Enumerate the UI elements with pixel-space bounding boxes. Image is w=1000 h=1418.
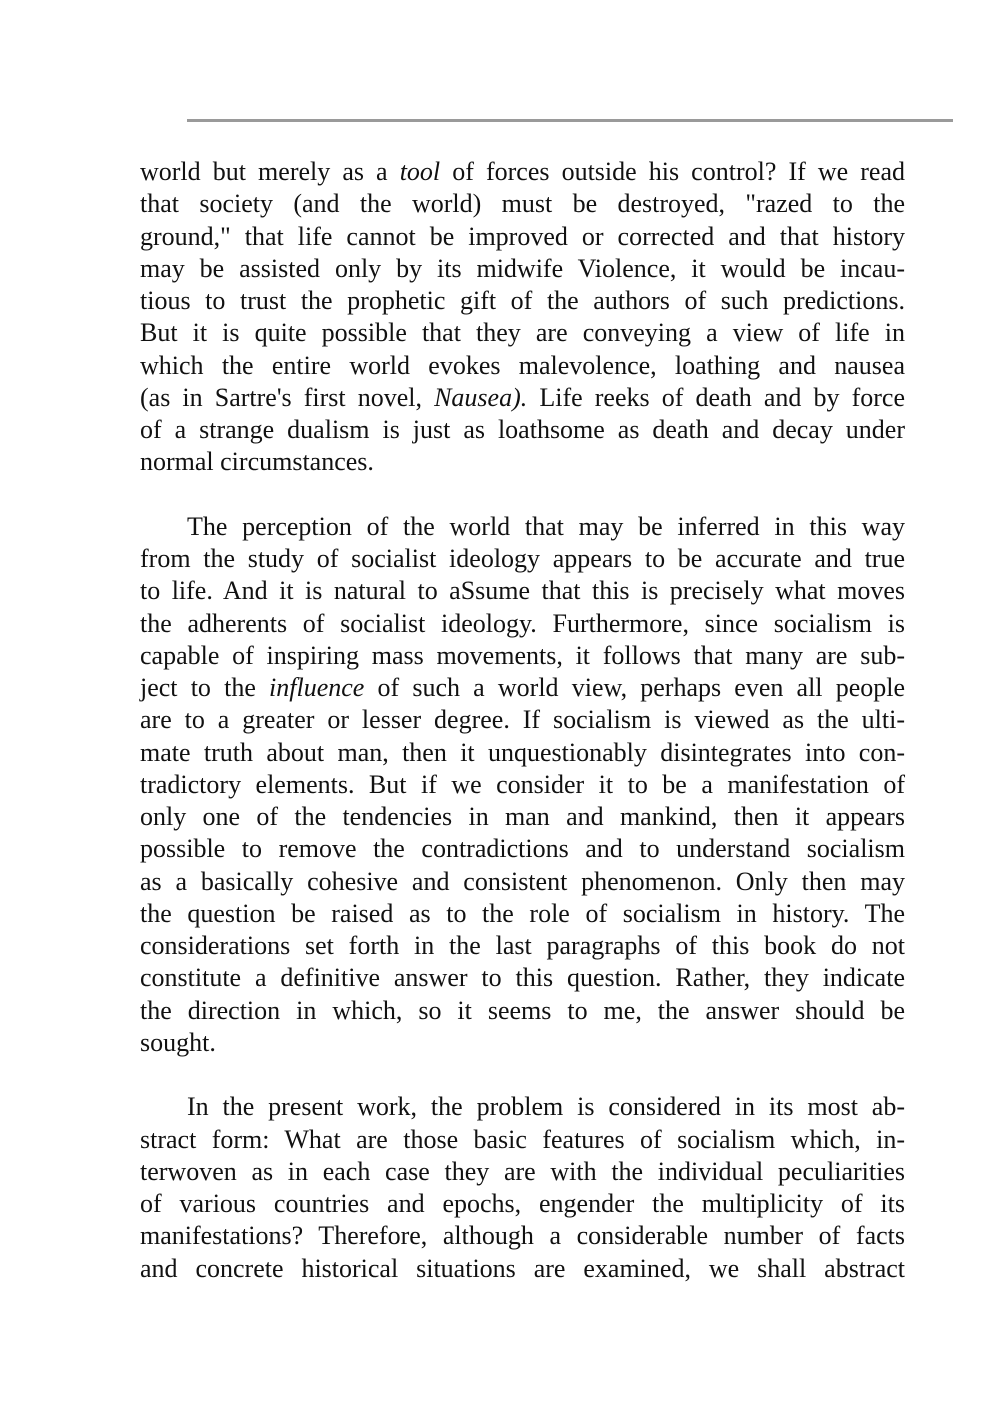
text-line	[140, 350, 905, 382]
text-line	[140, 704, 905, 736]
text-segment: ground," that life cannot be improved or corrected and that history	[140, 221, 905, 251]
text-line	[140, 285, 905, 317]
paragraph	[140, 511, 905, 1059]
text-line	[140, 156, 905, 188]
text-segment: normal circumstances.	[140, 447, 374, 477]
paragraph	[140, 1091, 905, 1285]
text-segment: (as in Sartre's first novel,	[140, 382, 435, 412]
text-line	[140, 1220, 905, 1252]
text-line	[140, 317, 905, 349]
text-line	[140, 543, 905, 575]
text-segment: of forces outside his control? If we read	[440, 157, 905, 186]
text-segment: terwoven as in each case they are with the individual peculiarities	[140, 1156, 905, 1186]
text-segment: may be assisted only by its midwife Violence, it would be incau-	[140, 253, 905, 283]
text-line	[140, 898, 905, 930]
text-segment: and concrete historical situations are examined, we shall abstract	[140, 1253, 905, 1283]
text-segment: to life. And it is natural to aSsume that this is precisely what moves	[140, 576, 905, 606]
text-line	[140, 221, 905, 253]
text-segment: But it is quite possible that they are conveying a view of life in	[140, 318, 905, 348]
text-segment: the question be raised as to the role of socialism in history. The	[140, 898, 905, 928]
text-segment: constitute a definitive answer to this question. Rather, they indicate	[140, 963, 905, 993]
text-segment: world but merely as a	[140, 157, 400, 186]
text-segment: which the entire world evokes malevolence, loathing and nausea	[140, 350, 905, 380]
text-segment: Life reeks of death and by force	[527, 382, 906, 412]
text-line	[140, 737, 905, 769]
text-segment: manifestations? Therefore, although a considerable number of facts	[140, 1221, 905, 1251]
text-line	[140, 446, 905, 478]
text-line	[140, 640, 905, 672]
text-segment: of various countries and epochs, engender the multiplicity of its	[140, 1189, 905, 1218]
text-segment: possible to remove the contradictions and to understand socialism	[140, 834, 905, 864]
italic-text: tool	[399, 157, 441, 186]
text-line	[140, 1253, 905, 1285]
text-line	[140, 801, 905, 833]
text-line	[140, 1188, 905, 1220]
text-segment: are to a greater or lesser degree. If socialism is viewed as the ulti-	[140, 705, 905, 735]
text-line	[140, 866, 905, 898]
text-segment: tious to trust the prophetic gift of the authors of such predictions.	[140, 286, 905, 315]
text-line	[140, 995, 905, 1027]
text-segment: from the study of socialist ideology appears to be accurate and true	[140, 544, 905, 573]
text-segment: tradictory elements. But if we consider it to be a manifestation of	[140, 769, 905, 799]
text-line	[140, 511, 905, 543]
text-line	[140, 1091, 905, 1123]
text-line	[140, 414, 905, 446]
italic-text: Nausea).	[434, 382, 528, 412]
text-segment: ject to the	[140, 673, 270, 702]
text-segment: the adherents of socialist ideology. Furthermore, since socialism is	[140, 608, 905, 638]
text-segment: sought.	[140, 1027, 216, 1057]
text-line	[140, 608, 905, 640]
text-segment: In the present work, the problem is considered in its most ab-	[187, 1092, 905, 1122]
text-segment: capable of inspiring mass movements, it follows that many are sub-	[140, 640, 905, 670]
text-line	[140, 672, 905, 704]
paragraph	[140, 156, 905, 479]
text-segment: The perception of the world that may be inferred in this way	[187, 511, 905, 541]
text-segment: that society (and the world) must be destroyed, "razed to the	[140, 189, 905, 219]
text-segment: only one of the tendencies in man and mankind, then it appears	[140, 802, 905, 831]
text-segment: mate truth about man, then it unquestionably disintegrates into con-	[140, 737, 905, 767]
italic-text: influence	[269, 673, 365, 702]
text-line	[140, 382, 905, 414]
text-line	[140, 1027, 905, 1059]
text-line	[140, 1156, 905, 1188]
text-line	[140, 253, 905, 285]
text-line	[140, 962, 905, 994]
text-segment: of such a world view, perhaps even all people	[364, 673, 906, 702]
text-line	[140, 769, 905, 801]
page-body-text	[140, 156, 905, 1317]
text-line	[140, 575, 905, 607]
text-line	[140, 833, 905, 865]
header-rule	[187, 119, 953, 122]
text-segment: as a basically cohesive and consistent phenomenon. Only then may	[140, 866, 905, 896]
text-line	[140, 930, 905, 962]
text-segment: the direction in which, so it seems to me, the answer should be	[140, 995, 905, 1025]
text-segment: considerations set forth in the last paragraphs of this book do not	[140, 931, 905, 960]
text-segment: stract form: What are those basic features of socialism which, in-	[140, 1124, 905, 1154]
text-line	[140, 188, 905, 220]
text-line	[140, 1124, 905, 1156]
text-segment: of a strange dualism is just as loathsome as death and decay under	[140, 415, 905, 444]
